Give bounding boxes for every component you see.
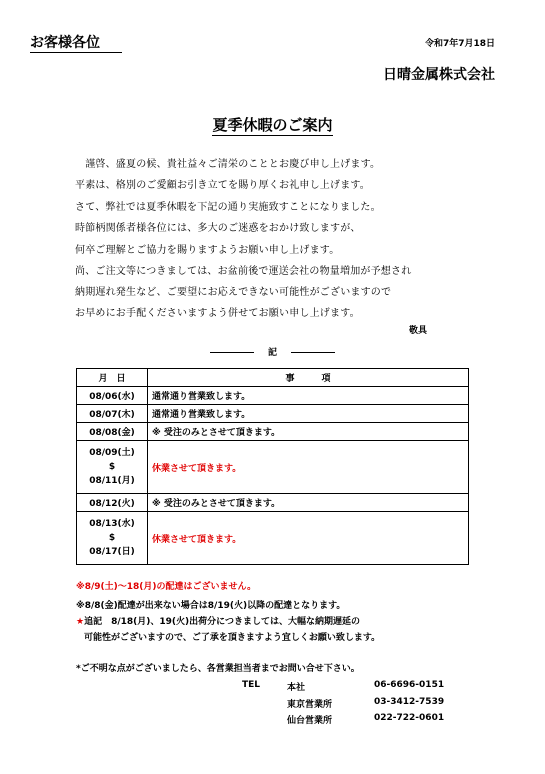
header-date: 月 日 (77, 369, 148, 387)
ki-heading (0, 345, 545, 358)
row-item: ※ 受注のみとさせて頂きます。 (148, 423, 469, 441)
office-name: 本社 (287, 683, 306, 693)
ki-label: 記 (267, 348, 277, 358)
office-name: 東京営業所 (287, 700, 333, 710)
table-row (77, 423, 469, 441)
body-line: お早めにお手配くださいますよう併せてお願い申し上げます。 (75, 308, 360, 319)
row-date-range (77, 441, 148, 494)
body-line: 平素は、格別のご愛顧お引き立てを賜り厚くお礼申し上げます。 (75, 180, 370, 191)
table-header-row (77, 369, 469, 387)
body-line: 納期遅れ発生など、ご要望にお応えできない可能性がございますので (75, 287, 392, 298)
row-item: 通常通り営業致します。 (148, 387, 469, 405)
addressee: お客様各位 (30, 34, 122, 53)
office-phone[interactable]: 03-3412-7539 (374, 697, 445, 707)
table-row (77, 512, 469, 565)
row-date-to: 08/17(日) (89, 547, 135, 557)
note-inquiry: *ご不明な点がございましたら、各営業担当者までお問い合せ下さい。 (76, 664, 360, 674)
note-addendum (76, 614, 360, 627)
title-text: 夏季休暇のご案内 (212, 116, 333, 134)
star-icon: ★ (76, 617, 85, 627)
office-name: 仙台営業所 (287, 716, 333, 726)
row-item-closed: 休業させて頂きます。 (148, 512, 469, 565)
note-no-delivery: ※8/9(土)～18(月)の配達はございません。 (76, 582, 257, 592)
note-delivery-after: ※8/8(金)配達が出来ない場合は8/19(火)以降の配達となります。 (76, 601, 346, 611)
row-date-to: 08/11(月) (89, 476, 135, 486)
body-line: さて、弊社では夏季休暇を下記の通り実施致すことになりました。 (75, 202, 381, 213)
row-date-from: 08/09(土) (89, 448, 135, 458)
note-addendum-text: 追記 8/18(月)、19(火)出荷分につきましては、大幅な納期遅延の (84, 617, 360, 627)
row-date-sep: $ (108, 462, 116, 472)
table-row (77, 441, 469, 494)
ki-dash-left (210, 352, 254, 353)
schedule-table (76, 368, 469, 565)
note-addendum-cont: 可能性がございますので、ご了承を頂きますよう宜しくお願い致します。 (84, 633, 381, 643)
row-item-closed: 休業させて頂きます。 (148, 441, 469, 494)
row-date-sep: $ (108, 533, 116, 543)
body-line: 尚、ご注文等につきましては、お盆前後で運送会社の物量増加が予想され (75, 266, 412, 277)
row-item: 通常通り営業致します。 (148, 405, 469, 423)
body-line: 時節柄関係者様各位には、多大のご迷惑をおかけ致しますが、 (75, 223, 361, 234)
header-item: 事 項 (148, 369, 469, 387)
row-date: 08/06(水) (77, 387, 148, 405)
office-phone[interactable]: 06-6696-0151 (374, 680, 445, 690)
row-date: 08/07(木) (77, 405, 148, 423)
closing-keigu: 敬具 (409, 326, 428, 336)
company-name: 日晴金属株式会社 (383, 67, 495, 83)
issue-date: 令和7年7月18日 (424, 39, 495, 49)
body-line: 何卒ご理解とご協力を賜りますようお願い申し上げます。 (75, 245, 340, 256)
row-date-range (77, 512, 148, 565)
table-row (77, 494, 469, 512)
table-row (77, 387, 469, 405)
tel-label: TEL (242, 680, 261, 690)
row-date-from: 08/13(水) (89, 519, 135, 529)
row-item: ※ 受注のみとさせて頂きます。 (148, 494, 469, 512)
body-line: 謹啓、盛夏の候、貴社益々ご清栄のこととお慶び申し上げます。 (75, 159, 381, 170)
ki-dash-right (291, 352, 335, 353)
office-phone[interactable]: 022-722-0601 (374, 713, 445, 723)
table-row (77, 405, 469, 423)
row-date: 08/12(火) (77, 494, 148, 512)
document-title (0, 114, 545, 135)
row-date: 08/08(金) (77, 423, 148, 441)
